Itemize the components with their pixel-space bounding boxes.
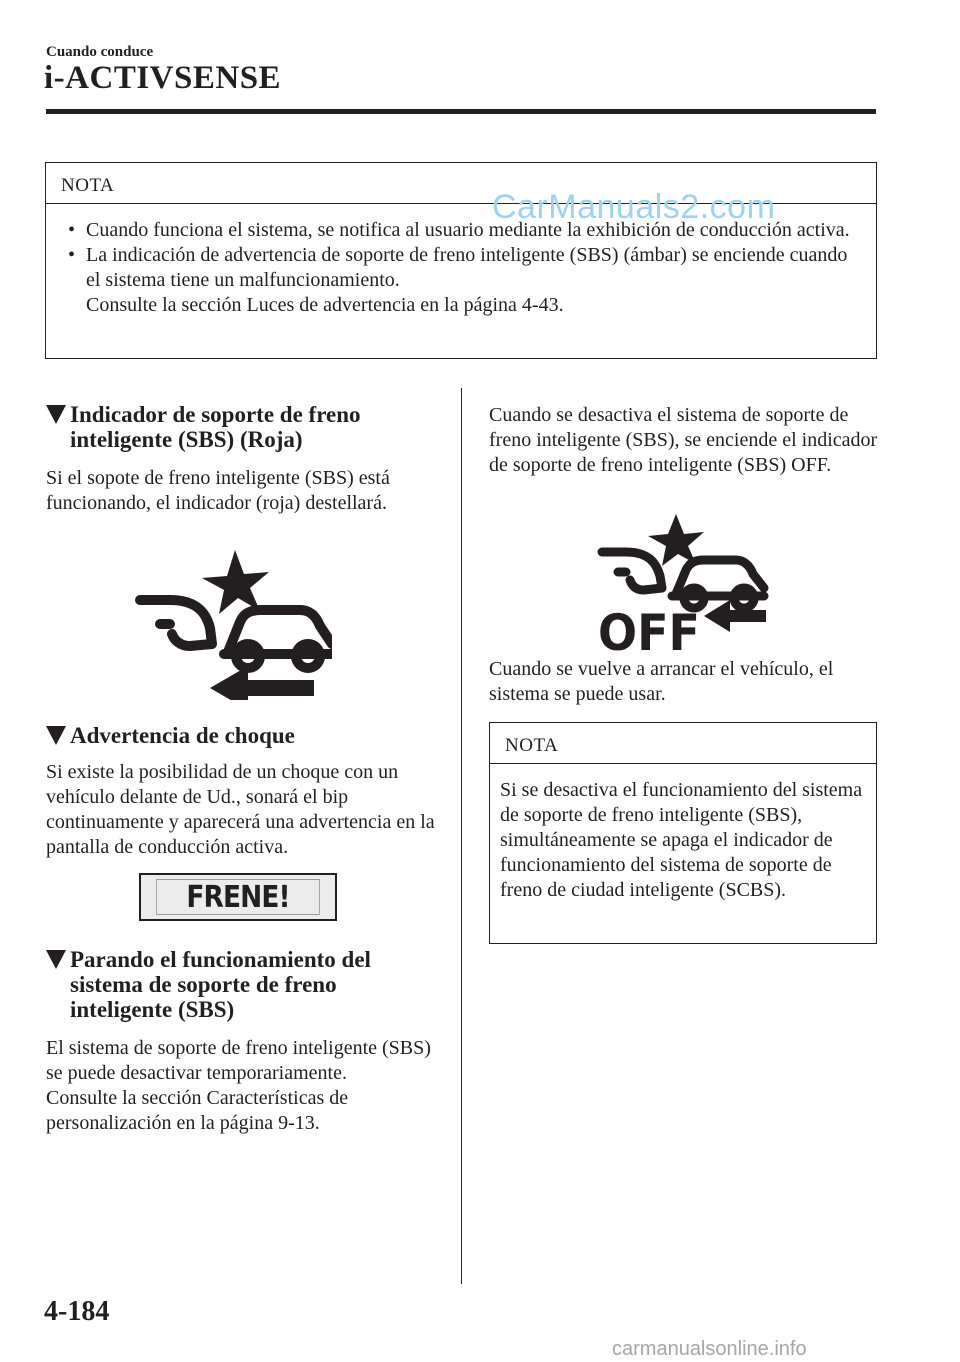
section-label: Cuando conduce — [46, 44, 154, 60]
note-bullet-item — [60, 243, 866, 318]
chapter-title: i-ACTIVSENSE — [44, 60, 282, 96]
column-divider — [461, 388, 462, 1284]
header-rule — [46, 109, 876, 114]
page-number: 4-184 — [44, 1296, 110, 1327]
footer-watermark: carmanualsonline.info — [612, 1338, 807, 1360]
paragraph-sbs-indicator: Si el sopote de freno inteligente (SBS) está funcionando, el indicador (roja) destellará. — [46, 467, 390, 514]
heading-stop-sbs — [70, 947, 440, 1022]
note-bullet-text: Cuando funciona el sistema, se notifica al usuario mediante la exhibición de conducción activa. — [86, 219, 850, 241]
triangle-marker-icon — [46, 405, 66, 424]
sbs-off-indicator-icon — [596, 512, 776, 652]
paragraph-text: El sistema de soporte de freno inteligente (SBS) se puede desactivar temporariamente. — [46, 1037, 431, 1084]
note-label: NOTA — [505, 735, 559, 756]
heading-collision-warning — [70, 723, 440, 748]
heading-line: Indicador de soporte de freno — [70, 402, 361, 427]
brake-warning-display — [139, 873, 337, 921]
bullet-dot-icon: • — [68, 219, 76, 241]
sbs-indicator-icon — [132, 548, 332, 700]
heading-line: Parando el funcionamiento del — [70, 947, 371, 972]
paragraph-sbs-off: Cuando se desactiva el sistema de soporte de freno inteligente (SBS), se enciende el indicador de soporte de freno inteligente (SBS) OFF. — [489, 404, 878, 476]
note-label: NOTA — [61, 175, 115, 196]
note-bullet-text: La indicación de advertencia de soporte de freno inteligente (SBS) (ámbar) se enciende cuando el sistema tiene un malfuncionamiento. — [86, 244, 848, 291]
triangle-marker-icon — [46, 726, 66, 745]
bullet-dot-icon: • — [68, 244, 76, 266]
paragraph-collision-warning: Si existe la posibilidad de un choque con un vehículo delante de Ud., sonará el bip continuamente y aparecerá una advertencia en la pantalla de conducción activa. — [46, 761, 435, 858]
heading-sbs-indicator — [70, 402, 440, 452]
heading-line: inteligente (SBS) (Roja) — [70, 427, 303, 452]
paragraph-stop-sbs — [46, 1036, 446, 1136]
paragraph-restart: Cuando se vuelve a arrancar el vehículo, el sistema se puede usar. — [489, 658, 834, 705]
heading-line: inteligente (SBS) — [70, 997, 235, 1022]
paragraph-reference: Consulte la sección Características de personalización en la página 9-13. — [46, 1087, 349, 1134]
note-body: Si se desactiva el funcionamiento del sistema de soporte de freno inteligente (SBS), simultáneamente se apaga el indicador de funcionamiento del sistema de soporte de freno de ciudad inteligente (SCBS). — [500, 779, 863, 901]
note-box-right — [489, 722, 877, 944]
watermark: CarManuals2.com — [492, 188, 776, 226]
heading-line: sistema de soporte de freno — [70, 972, 337, 997]
triangle-marker-icon — [46, 950, 66, 969]
off-label: OFF — [598, 604, 700, 652]
brake-warning-text: FRENE! — [156, 879, 320, 915]
heading-line: Advertencia de choque — [70, 723, 295, 748]
note-reference-text: Consulte la sección Luces de advertencia en la página 4-43. — [86, 294, 564, 316]
